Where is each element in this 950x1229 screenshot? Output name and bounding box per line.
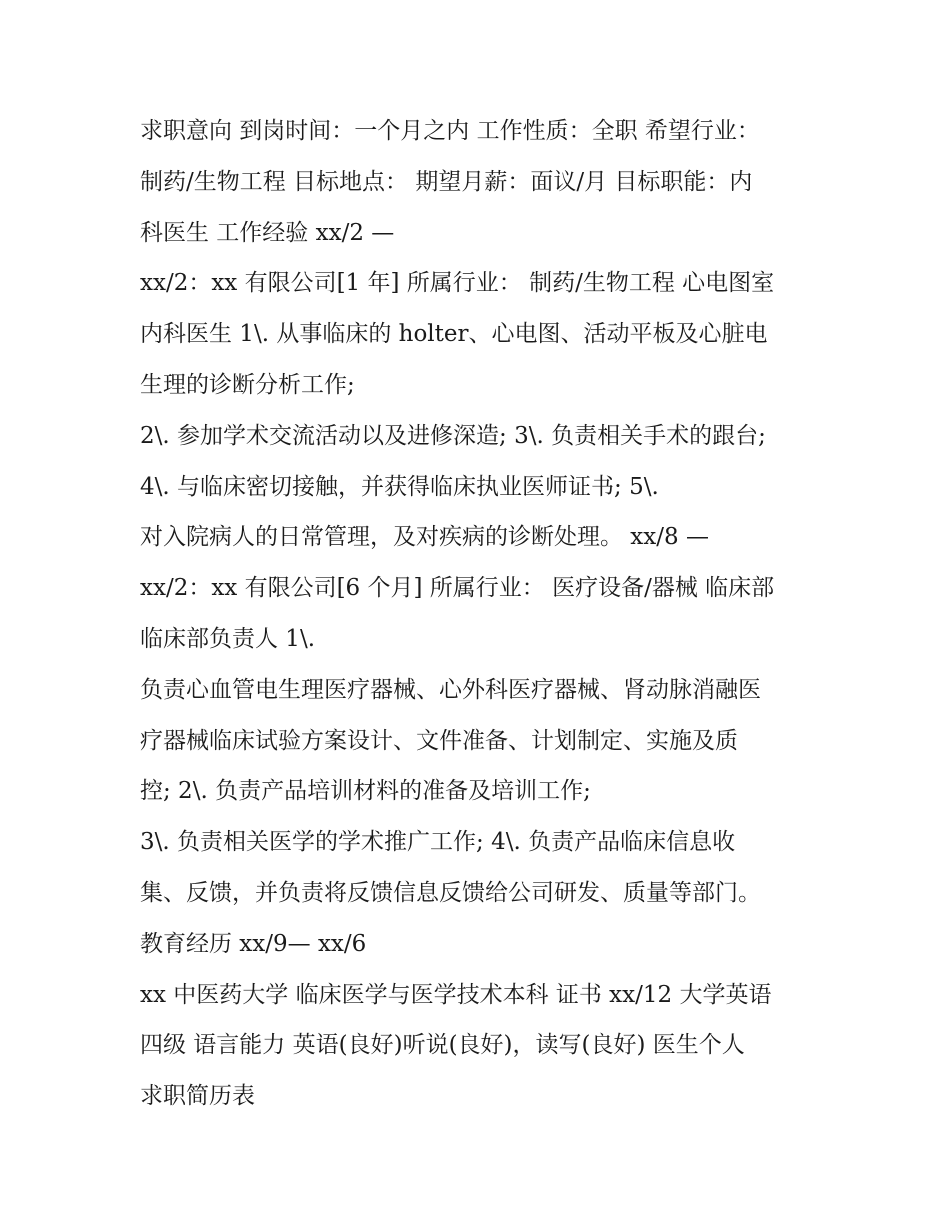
text-line: 对入院病人的日常管理，及对疾病的诊断处理。 xx/8 —: [140, 524, 709, 551]
text-line: xx/2：xx 有限公司[1 年] 所属行业： 制药/生物工程 心电图室: [140, 270, 775, 297]
text-line: 集、反馈，并负责将反馈信息反馈给公司研发、质量等部门。: [140, 879, 761, 906]
text-line: 4\. 与临床密切接触，并获得临床执业医师证书; 5\.: [140, 473, 659, 500]
section-heading-education: 教育经历 xx/9— xx/6: [140, 930, 367, 957]
text-line: 求职意向 到岗时间：一个月之内 工作性质：全职 希望行业：: [140, 118, 760, 144]
text-line: 内科医生 1\. 从事临床的 holter、心电图、活动平板及心脏电: [140, 321, 768, 348]
text-line: 四级 语言能力 英语(良好)听说(良好)，读写(良好) 医生个人: [140, 1032, 745, 1059]
text-line: xx/2：xx 有限公司[6 个月] 所属行业： 医疗设备/器械 临床部: [140, 575, 775, 602]
text-line: 3\. 负责相关医学的学术推广工作; 4\. 负责产品临床信息收: [140, 829, 736, 856]
text-line: 制药/生物工程 目标地点： 期望月薪：面议/月 目标职能：内: [140, 168, 753, 195]
text-line: 疗器械临床试验方案设计、文件准备、计划制定、实施及质: [140, 727, 738, 754]
text-line: 生理的诊断分析工作;: [140, 371, 355, 398]
text-line: 控; 2\. 负责产品培训材料的准备及培训工作;: [140, 778, 591, 805]
document-title: 求职简历表: [140, 1083, 255, 1110]
resume-body-text: [140, 106, 830, 1122]
text-line: 临床部负责人 1\.: [140, 625, 316, 652]
text-line: xx 中医药大学 临床医学与医学技术本科 证书 xx/12 大学英语: [140, 981, 772, 1008]
text-line: 2\. 参加学术交流活动以及进修深造; 3\. 负责相关手术的跟台;: [140, 422, 766, 449]
text-line: 负责心血管电生理医疗器械、心外科医疗器械、肾动脉消融医: [140, 676, 761, 703]
text-line: 科医生 工作经验 xx/2 —: [140, 219, 395, 246]
